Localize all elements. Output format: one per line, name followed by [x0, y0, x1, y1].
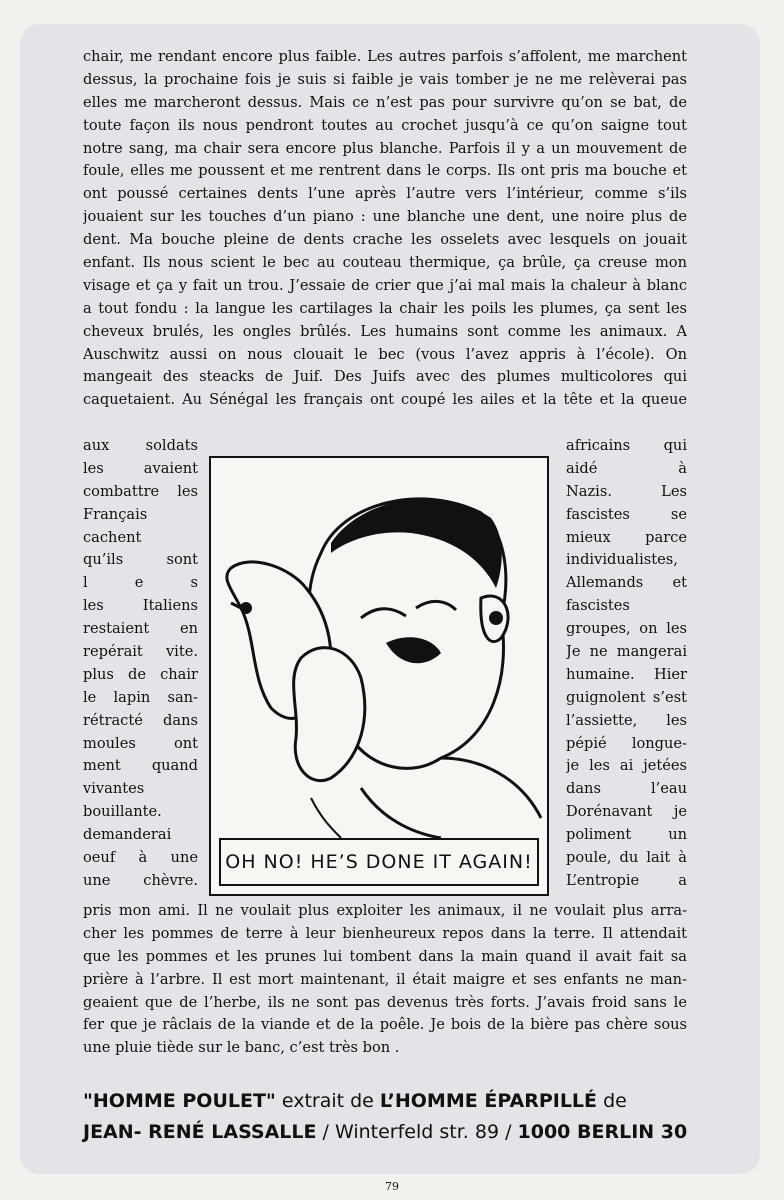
column-line: Je ne mangerai: [566, 643, 687, 661]
column-line: oeuf à une: [83, 849, 198, 867]
column-line: l e s: [83, 574, 198, 592]
column-line: l’assiette, les: [566, 711, 687, 729]
column-line: rétracté dans: [83, 711, 198, 729]
text-line: toute façon ils nous pendront toutes au crochet jusqu’à ce qu’on saigne tout: [83, 116, 687, 134]
credit-de: de: [597, 1090, 627, 1112]
credit-author: JEAN- RENÉ LASSALLE: [83, 1121, 317, 1143]
column-line: guignolent s’est: [566, 688, 687, 706]
column-line: demanderai: [83, 826, 172, 844]
column-line: individualistes,: [566, 551, 678, 569]
text-line: foule, elles me poussent et me rentrent dans le corps. Ils ont pris ma bouche et: [83, 162, 687, 180]
column-line: poliment un: [566, 826, 687, 844]
text-line: geaient que de l’herbe, ils ne sont pas devenus très forts. J’avais froid sans le: [83, 993, 687, 1011]
column-line: cachent: [83, 528, 142, 546]
column-line: moules ont: [83, 734, 198, 752]
column-right: [566, 435, 687, 893]
text-line: elles me marcheront dessus. Mais ce n’est pas pour survivre qu’on se bat, de: [83, 93, 687, 111]
column-left: [83, 435, 198, 893]
column-line: restaient en: [83, 620, 198, 638]
column-line: combattre les: [83, 482, 198, 500]
column-line: ment quand: [83, 757, 198, 775]
column-line: groupes, on les: [566, 620, 687, 638]
text-line: pris mon ami. Il ne voulait plus exploiter les animaux, il ne voulait plus arra-: [83, 902, 687, 919]
column-line: vivantes: [83, 780, 145, 798]
column-line: les avaient: [83, 459, 198, 477]
column-line: Français: [83, 505, 148, 523]
column-line: fascistes se: [566, 505, 687, 523]
column-line: aux soldats: [83, 437, 198, 454]
text-line: a tout fondu : la langue les cartilages la chair les poils les plumes, ça sent les: [83, 299, 687, 317]
text-line: caquetaient. Au Sénégal les français ont coupé les ailes et la tête et la queue: [83, 391, 687, 409]
column-line: je les ai jetées: [566, 757, 687, 775]
text-line: prière à l’arbre. Il est mort maintenant, il était maigre et ses enfants ne man-: [83, 970, 687, 988]
illustration-caption: OH NO! HE’S DONE IT AGAIN!: [219, 838, 539, 886]
text-line: que les pommes et les prunes lui tombent dans la main quand il avait fait sa: [83, 947, 687, 965]
column-line: dans l’eau: [566, 780, 687, 798]
column-line: qu’ils sont: [83, 551, 198, 569]
credit-line-1: [83, 1090, 703, 1112]
text-line: une pluie tiède sur le banc, c’est très bon .: [83, 1039, 400, 1057]
column-line: Nazis. Les: [566, 482, 687, 500]
column-line: pépié longue-: [566, 734, 687, 752]
column-line: L’entropie a: [566, 871, 687, 889]
column-line: poule, du lait à: [566, 849, 687, 867]
text-line: dessus, la prochaine fois je suis si faible je vais tomber je ne me relèverai pas: [83, 70, 687, 88]
credit-address: / Winterfeld str. 89 /: [316, 1121, 518, 1143]
cartoon-drawing: [211, 458, 547, 894]
column-line: humaine. Hier: [566, 665, 687, 683]
text-line: fer que je râclais de la viande et de la poêle. Je bois de la bière pas chère sous: [83, 1016, 687, 1034]
credit-line-2: [83, 1121, 703, 1143]
column-line: fascistes: [566, 597, 630, 615]
column-line: les Italiens: [83, 597, 198, 615]
credit-extract: extrait de: [275, 1090, 380, 1112]
column-line: Allemands et: [566, 574, 687, 592]
text-line: jouaient sur les touches d’un piano : une blanche une dent, une noire plus de: [83, 208, 687, 226]
text-line: cheveux brulés, les ongles brûlés. Les humains sont comme les animaux. A: [83, 322, 687, 340]
text-line: chair, me rendant encore plus faible. Les autres parfois s’affolent, me marchent: [83, 48, 687, 65]
credit-book: L’HOMME ÉPARPILLÉ: [379, 1090, 598, 1112]
text-line: mangeait des steacks de Juif. Des Juifs avec des plumes multicolores qui: [83, 368, 687, 386]
column-line: mieux parce: [566, 528, 687, 546]
text-line: ont poussé certaines dents l’une après l’autre vers l’intérieur, comme s’ils: [83, 185, 687, 203]
column-line: aidé à: [566, 459, 687, 477]
column-line: le lapin san-: [83, 688, 198, 706]
text-line: dent. Ma bouche pleine de dents crache les osselets avec lesquels on jouait: [83, 231, 687, 249]
column-line: une chèvre.: [83, 871, 198, 889]
text-line: visage et ça y fait un trou. J’essaie de crier que j’ai mal mais la chaleur à blanc: [83, 276, 687, 294]
page-number: 79: [385, 1180, 399, 1193]
illustration-frame: [209, 456, 549, 896]
column-line: bouillante.: [83, 803, 162, 821]
paragraph-bottom: [83, 900, 687, 1060]
text-line: enfant. Ils nous scient le bec au couteau thermique, ça brûle, ça creuse mon: [83, 254, 687, 272]
text-line: notre sang, ma chair sera encore plus blanche. Parfois il y a un mouvement de: [83, 139, 687, 157]
column-line: africains qui: [566, 437, 687, 454]
text-line: Auschwitz aussi on nous clouait le bec (vous l’avez appris à l’école). On: [83, 345, 687, 363]
credit-title: "HOMME POULET": [83, 1090, 276, 1112]
column-line: plus de chair: [83, 665, 198, 683]
column-line: repérait vite.: [83, 643, 198, 661]
paragraph-top: [83, 46, 687, 412]
column-line: Dorénavant je: [566, 803, 687, 821]
text-line: cher les pommes de terre à leur bienheureux repos dans la terre. Il attendait: [83, 924, 687, 942]
credit-city: 1000 BERLIN 30: [517, 1121, 688, 1143]
